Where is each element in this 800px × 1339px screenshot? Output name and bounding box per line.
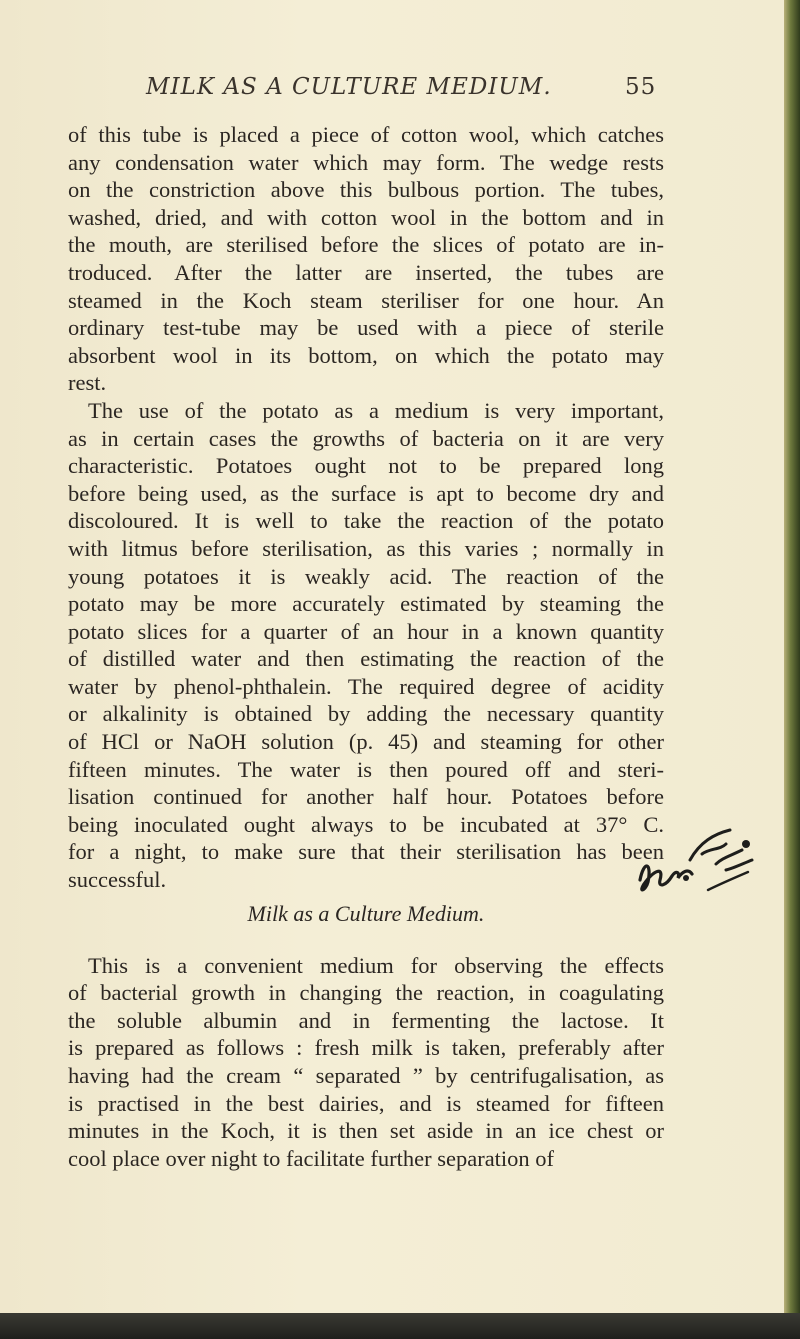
- text-line: fifteen minutes. The water is then poured off and steri-: [68, 756, 664, 782]
- text-line: potato may be more accurately estimated by steaming the: [68, 591, 664, 617]
- text-line: the mouth, are sterilised before the slices of potato are in-: [68, 232, 664, 258]
- text-line: cool place over night to facilitate further separation of: [68, 1145, 555, 1171]
- text-line: discoloured. It is well to take the reaction of the potato: [68, 508, 664, 534]
- section-heading: Milk as a Culture Medium.: [247, 900, 485, 926]
- page-number: 55: [625, 74, 657, 100]
- text-line: absorbent wool in its bottom, on which the potato may: [68, 342, 664, 368]
- body-text: [68, 121, 664, 1172]
- text-line: of HCl or NaOH solution (p. 45) and steaming for other: [68, 729, 664, 755]
- text-line: any condensation water which may form. The wedge rests: [68, 149, 664, 175]
- text-line: The use of the potato as a medium is very important,: [88, 397, 664, 423]
- text-line: This is a convenient medium for observing the effects: [88, 952, 664, 978]
- text-line: characteristic. Potatoes ought not to be prepared long: [68, 453, 664, 479]
- text-line: steamed in the Koch steam steriliser for one hour. An: [68, 287, 664, 313]
- text-line: troduced. After the latter are inserted, the tubes are: [68, 259, 664, 285]
- text-line: on the constriction above this bulbous portion. The tubes,: [68, 177, 664, 203]
- text-line: lisation continued for another half hour. Potatoes before: [68, 784, 664, 810]
- text-line: being inoculated ought always to be incubated at 37° C.: [68, 811, 664, 837]
- text-line: of distilled water and then estimating the reaction of the: [68, 646, 664, 672]
- text-line: or alkalinity is obtained by adding the necessary quantity: [68, 701, 664, 727]
- text-line: before being used, as the surface is apt to become dry and: [68, 480, 664, 506]
- text-line: is prepared as follows : fresh milk is taken, preferably after: [68, 1035, 664, 1061]
- page-edge-right: [784, 0, 800, 1339]
- handwritten-signature: [630, 820, 760, 900]
- text-line: successful.: [68, 867, 167, 893]
- section-heading-wrap: [68, 894, 664, 938]
- text-line: potato slices for a quarter of an hour in a known quantity: [68, 618, 664, 644]
- text-line: is practised in the best dairies, and is steamed for fifteen: [68, 1090, 664, 1116]
- paragraph-1: [68, 121, 664, 397]
- text-line: ordinary test-tube may be used with a piece of sterile: [68, 315, 664, 341]
- text-line: young potatoes it is weakly acid. The reaction of the: [68, 563, 664, 589]
- text-line: the soluble albumin and in fermenting the lactose. It: [68, 1007, 664, 1033]
- text-line: for a night, to make sure that their sterilisation has been: [68, 839, 664, 865]
- text-line: minutes in the Koch, it is then set aside in an ice chest or: [68, 1118, 664, 1144]
- text-line: washed, dried, and with cotton wool in the bottom and in: [68, 204, 664, 230]
- running-head-title: MILK AS A CULTURE MEDIUM.: [146, 74, 552, 100]
- paragraph-2: [68, 397, 664, 894]
- text-line: of this tube is placed a piece of cotton wool, which catches: [68, 122, 664, 147]
- text-line: with litmus before sterilisation, as this varies ; normally in: [68, 535, 664, 561]
- paragraph-3: [68, 952, 664, 1173]
- text-line: of bacterial growth in changing the reaction, in coagulating: [68, 980, 664, 1006]
- page-edge-bottom: [0, 1313, 800, 1339]
- text-line: water by phenol-phthalein. The required degree of acidity: [68, 673, 664, 699]
- text-line: having had the cream “ separated ” by centrifugalisation, as: [68, 1063, 664, 1088]
- text-line: rest.: [68, 370, 107, 396]
- text-line: as in certain cases the growths of bacteria on it are very: [68, 425, 664, 451]
